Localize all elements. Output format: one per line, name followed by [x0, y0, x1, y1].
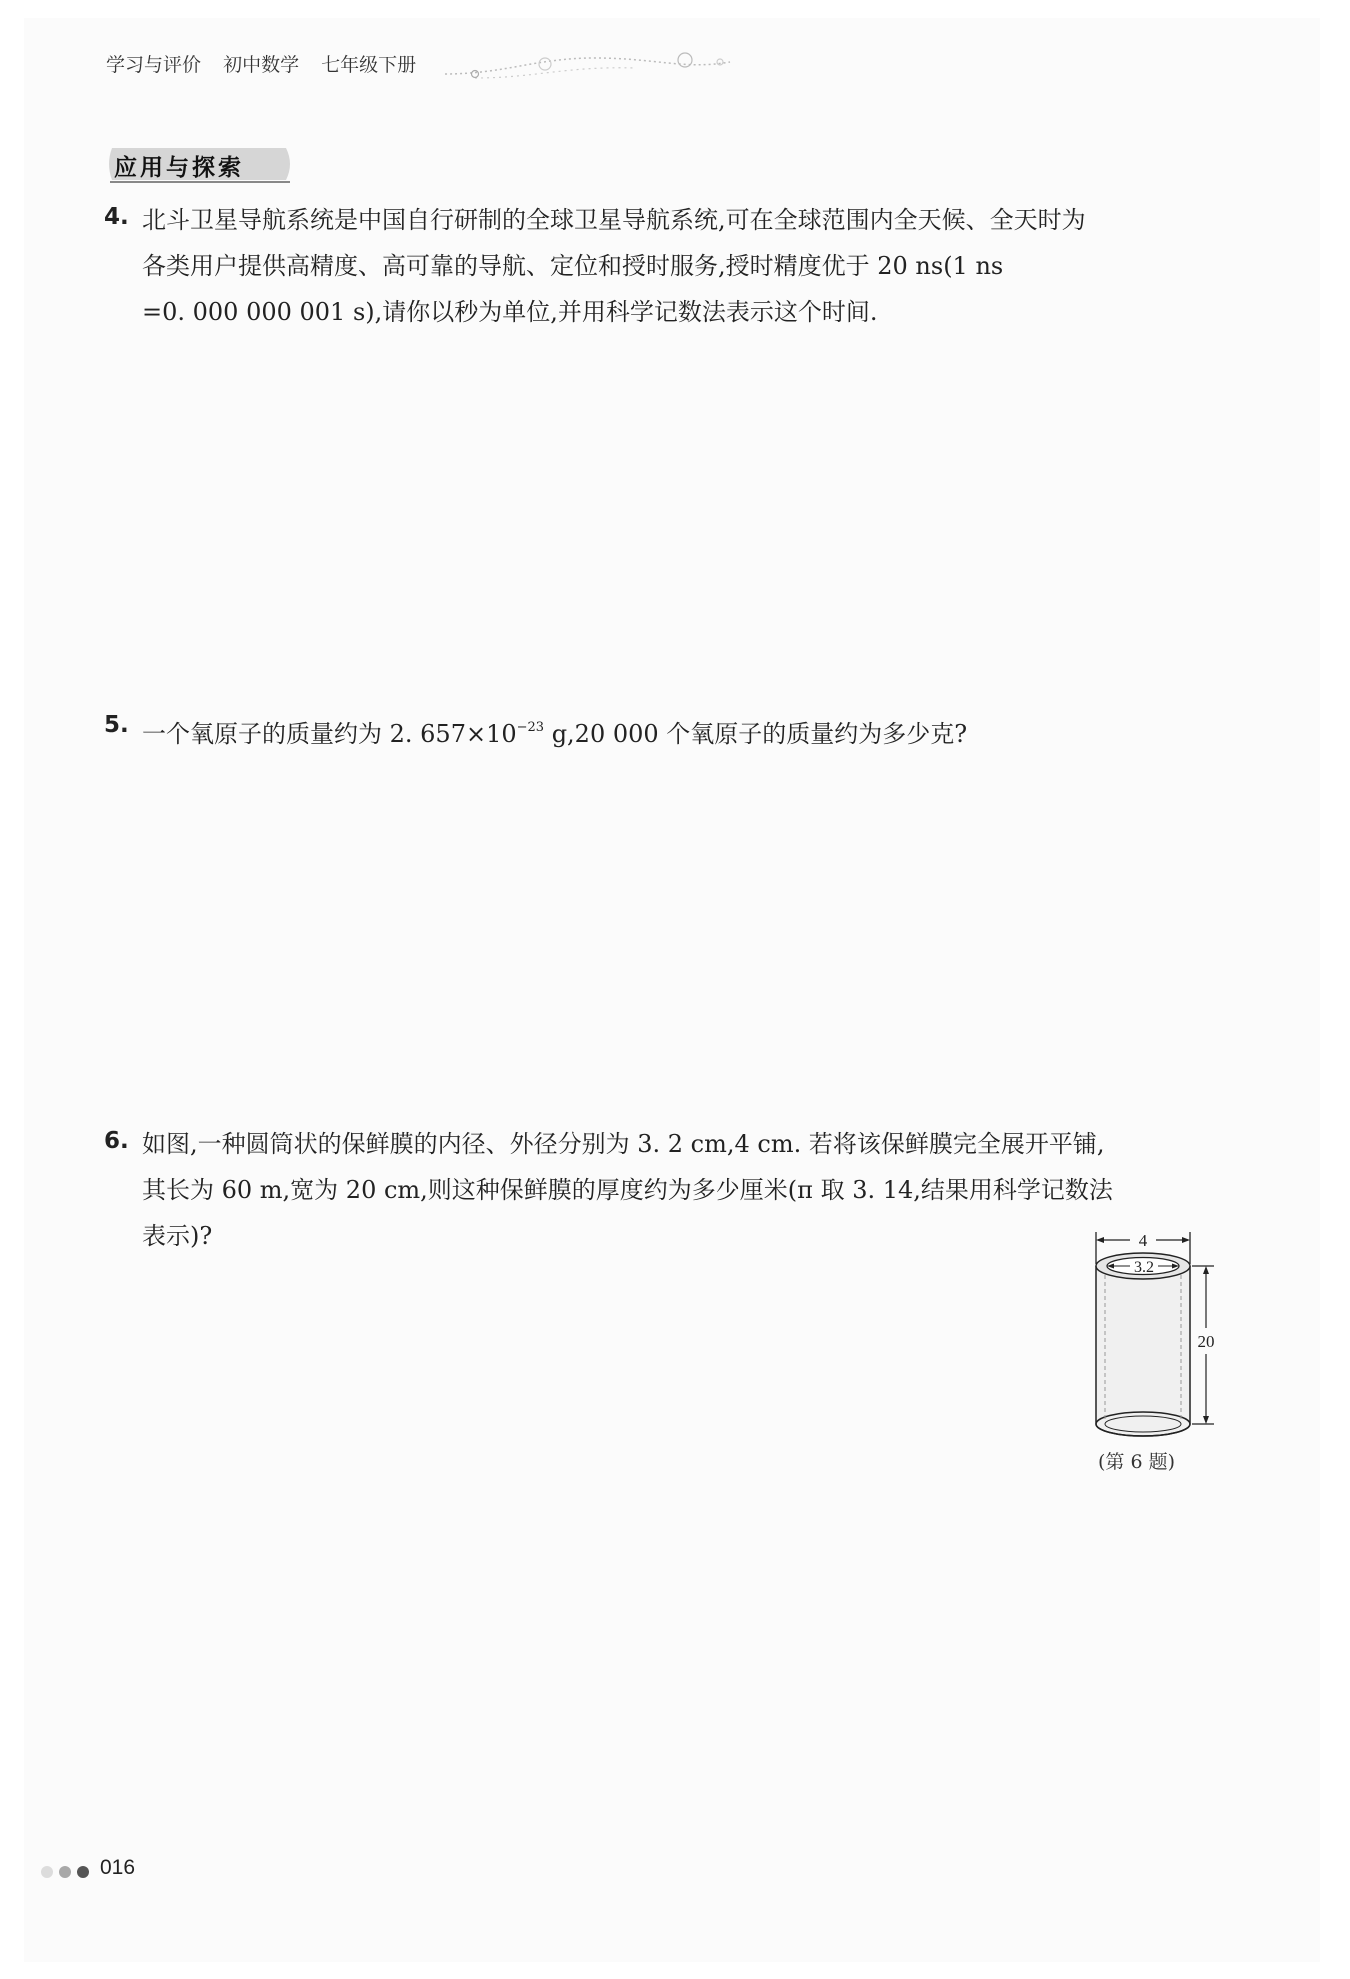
- question-5-text-b: g,20 000 个氧原子的质量约为多少克?: [544, 720, 968, 748]
- question-6-line-1: 如图,一种圆筒状的保鲜膜的内径、外径分别为 3. 2 cm,4 cm. 若将该保鲜膜完全展开平铺,: [142, 1130, 1105, 1158]
- cylinder-figure: [1080, 1228, 1230, 1443]
- question-4-line-1: 北斗卫星导航系统是中国自行研制的全球卫星导航系统,可在全球范围内全天候、全天时为: [142, 206, 1086, 234]
- question-5-exponent: −23: [516, 720, 545, 735]
- question-5-text: [142, 705, 1222, 757]
- height-label: 20: [1197, 1332, 1215, 1351]
- inner-diameter-label: 3.2: [1134, 1259, 1154, 1276]
- question-6-line-3: 表示)?: [142, 1222, 213, 1250]
- page-dots-ornament: [40, 1864, 96, 1880]
- question-6-number: 6.: [104, 1128, 129, 1154]
- question-4-text: [142, 197, 1222, 335]
- question-4-line-3: =0. 000 000 001 s),请你以秒为单位,并用科学记数法表示这个时间.: [142, 298, 878, 326]
- question-6-line-2: 其长为 60 m,宽为 20 cm,则这种保鲜膜的厚度约为多少厘米(π 取 3. 14,结果用科学记数法: [142, 1176, 1113, 1204]
- figure-caption: (第 6 题): [1098, 1451, 1175, 1473]
- outer-diameter-label: 4: [1138, 1231, 1148, 1250]
- header-dotted-ornament: [445, 48, 735, 82]
- question-6-text: [142, 1121, 1222, 1259]
- question-4-line-2: 各类用户提供高精度、高可靠的导航、定位和授时服务,授时精度优于 20 ns(1 ns: [142, 252, 1004, 280]
- header-book: 学习与评价: [106, 54, 202, 76]
- header-grade: 七年级下册: [321, 54, 417, 76]
- page-number: 016: [100, 1856, 136, 1879]
- running-header: [106, 50, 432, 77]
- question-5-number: 5.: [104, 712, 129, 738]
- question-5-text-a: 一个氧原子的质量约为 2. 657×10: [142, 720, 517, 748]
- header-subject: 初中数学: [223, 54, 300, 76]
- question-4-number: 4.: [104, 204, 129, 230]
- section-title: 应用与探索: [114, 155, 244, 181]
